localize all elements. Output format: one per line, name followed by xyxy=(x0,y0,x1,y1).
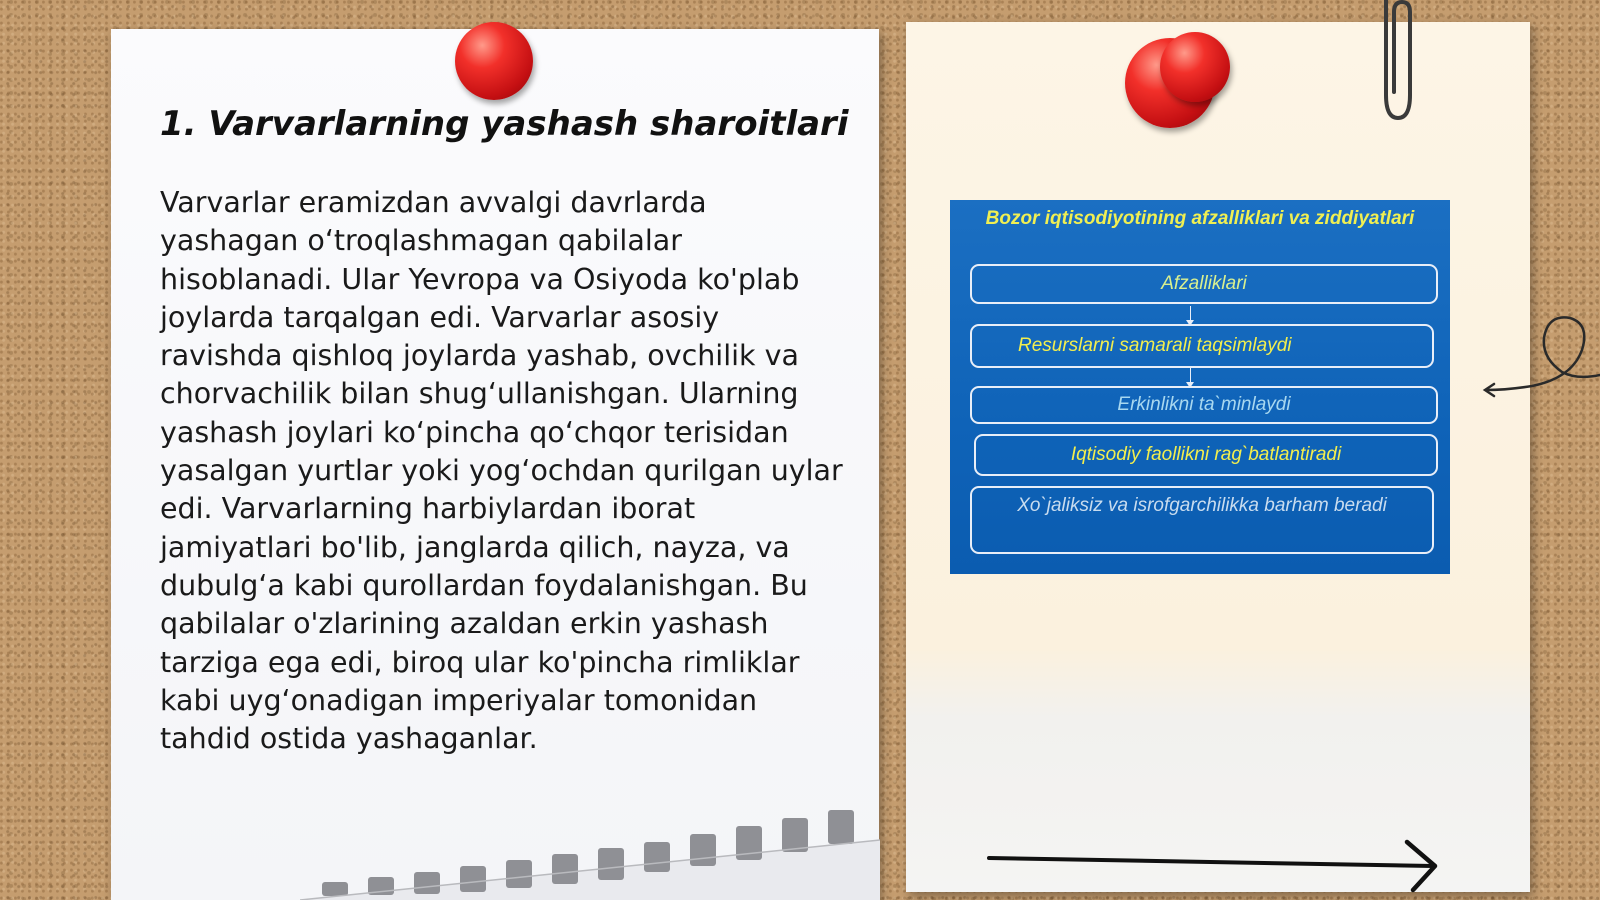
diagram-box: Iqtisodiy faollikni rag`batlantiradi xyxy=(974,434,1438,476)
market-economy-diagram xyxy=(950,200,1450,574)
push-pin-icon xyxy=(455,22,533,100)
push-pin-icon xyxy=(1160,32,1230,102)
diagram-box: Resurslarni samarali taqsimlaydi xyxy=(970,324,1434,368)
page-title: 1. Varvarlarning yashash sharoitlari xyxy=(160,104,849,144)
diagram-arrow xyxy=(1190,306,1191,322)
diagram-box: Xo`jaliksiz va isrofgarchilikka barham beradi xyxy=(970,486,1434,554)
diagram-box: Erkinlikni ta`minlaydi xyxy=(970,386,1438,424)
diagram-arrow xyxy=(1190,368,1191,384)
arrow-right-icon xyxy=(985,838,1445,894)
diagram-title: Bozor iqtisodiyotining afzalliklari va ziddiyatlari xyxy=(985,208,1415,229)
paperclip-icon xyxy=(1372,0,1422,125)
curly-arrow-icon xyxy=(1482,310,1600,410)
body-paragraph: Varvarlar eramizdan avvalgi davrlarda yashagan o‘troqlashmagan qabilalar hisoblanadi. Ular Yevropa va Osiyoda ko'plab joylarda tarqalgan edi. Varvarlar asosiy ravishda qishloq joylarda yashab, ovchilik va chorvachilik bilan shug‘ullanishgan. Ularning yashash joylari ko‘pincha qo‘chqor terisidan yasalgan yurtlar yoki yog‘ochdan qurilgan uylar edi. Varvarlarning harbiylardan iborat jamiyatlari bo'lib, janglarda qilich, nayza, va dubulg‘a kabi qurollardan foydalanishgan. Bu qabilalar o'zlarining azaldan erkin yashash tarziga ega edi, biroq ular ko'pincha rimliklar kabi uyg‘onadigan imperiyalar tomonidan tahdid ostida yashaganlar. xyxy=(160,186,843,756)
diagram-box: Afzalliklari xyxy=(970,264,1438,304)
torn-paper-strip xyxy=(300,790,880,900)
